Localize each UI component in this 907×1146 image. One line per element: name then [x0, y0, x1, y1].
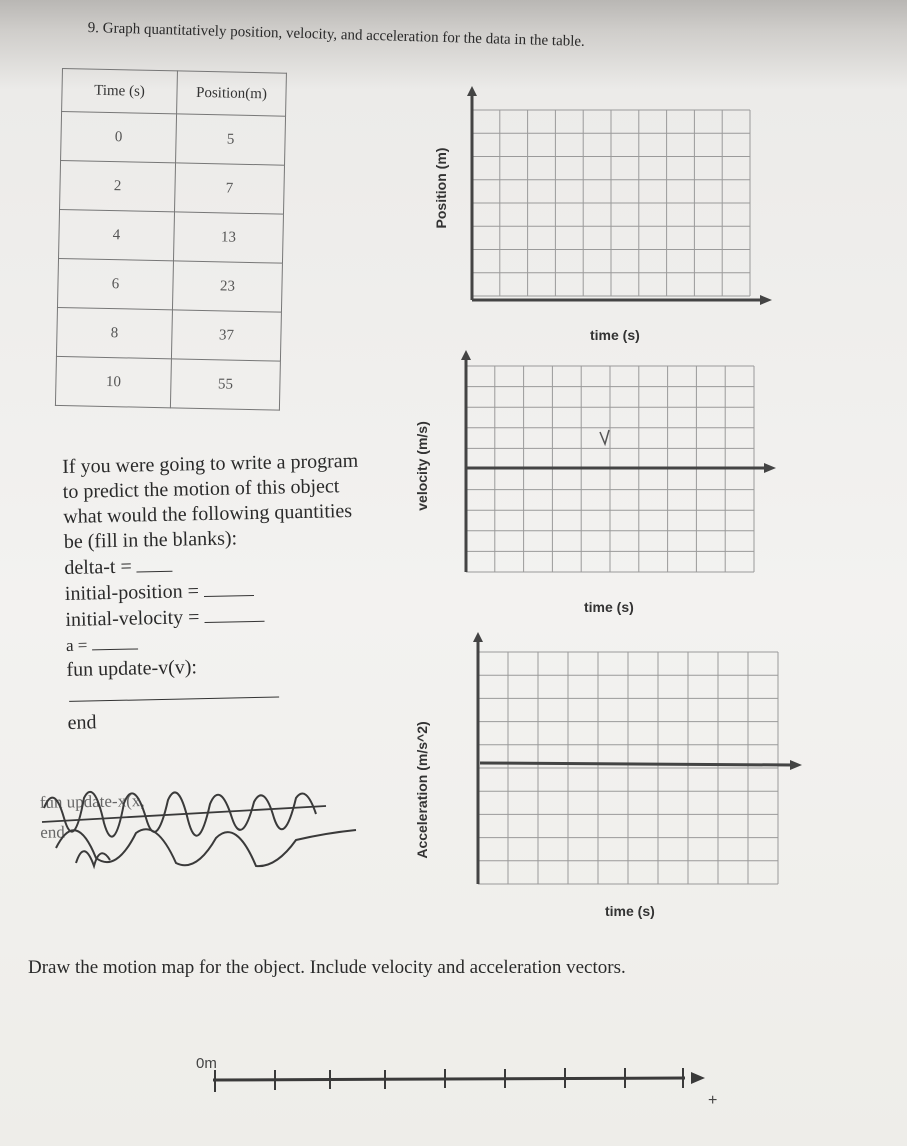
acceleration-y-arrow-icon	[473, 632, 483, 642]
initial-position-blank[interactable]	[204, 577, 254, 597]
position-x-arrow-icon	[760, 295, 772, 305]
position-cell: 23	[172, 261, 282, 312]
end-line: end	[67, 711, 97, 734]
acceleration-x-arrow-icon	[790, 760, 802, 770]
velocity-x-label: time (s)	[584, 599, 634, 615]
update-v-blank[interactable]	[69, 679, 279, 702]
table-row	[55, 356, 280, 410]
position-cell: 7	[175, 163, 285, 214]
table-row	[59, 209, 284, 263]
time-cell: 10	[55, 356, 171, 407]
acceleration-graph[interactable]	[472, 632, 807, 887]
scribble-icon	[36, 778, 366, 878]
prompt-line: If you were going to write a program	[62, 449, 359, 478]
motion-map-arrow-icon	[691, 1072, 705, 1084]
question-title: 9. Graph quantitatively position, velocity, and acceleration for the data in the table.	[87, 20, 586, 50]
acceleration-grid	[478, 652, 778, 884]
fun-update-v-line: fun update-v(v):	[66, 656, 198, 681]
position-graph[interactable]	[466, 86, 776, 306]
prompt-line: be (fill in the blanks):	[63, 527, 238, 553]
motion-map-instruction: Draw the motion map for the object. Include velocity and acceleration vectors.	[28, 957, 626, 978]
delta-t-blank[interactable]	[136, 553, 172, 573]
motion-map-axis[interactable]	[205, 1068, 718, 1109]
a-blank[interactable]	[91, 634, 137, 650]
program-prompt	[62, 449, 364, 736]
position-column-header: Position(m)	[177, 71, 287, 116]
position-cell: 13	[173, 212, 283, 263]
velocity-x-arrow-icon	[764, 463, 776, 473]
position-cell: 37	[171, 310, 281, 361]
delta-t-label: delta-t =	[64, 555, 132, 579]
table-header-row	[62, 69, 287, 117]
time-cell: 0	[61, 112, 177, 163]
acceleration-y-label: Acceleration (m/s^2)	[414, 721, 430, 859]
crossed-line: end	[40, 822, 65, 842]
initial-velocity-label: initial-velocity =	[65, 606, 200, 631]
position-y-label: Position (m)	[433, 147, 449, 229]
velocity-y-label: velocity (m/s)	[414, 421, 430, 511]
prompt-line: to predict the motion of this object	[62, 475, 340, 503]
plus-label: +	[708, 1092, 718, 1109]
pencil-mark-icon	[600, 430, 609, 444]
time-cell: 2	[60, 160, 176, 211]
prompt-line: what would the following quantities	[63, 499, 353, 528]
a-label: a =	[65, 635, 88, 655]
initial-position-label: initial-position =	[64, 580, 200, 605]
velocity-graph[interactable]	[460, 350, 780, 575]
position-grid	[472, 110, 750, 296]
time-column-header: Time (s)	[62, 69, 178, 114]
acceleration-x-axis	[480, 763, 792, 765]
position-x-label: time (s)	[590, 327, 640, 343]
position-cell: 55	[170, 359, 280, 410]
time-cell: 6	[57, 258, 173, 309]
time-cell: 8	[56, 307, 172, 358]
velocity-y-arrow-icon	[461, 350, 471, 360]
acceleration-x-label: time (s)	[605, 903, 655, 919]
position-cell: 5	[176, 114, 286, 165]
table-row	[61, 112, 286, 166]
position-y-arrow-icon	[467, 86, 477, 96]
motion-map-line	[213, 1078, 685, 1080]
table-row	[57, 258, 282, 312]
origin-label: 0m	[196, 1055, 217, 1072]
table-row	[56, 307, 281, 361]
initial-velocity-blank[interactable]	[204, 603, 264, 623]
time-cell: 4	[59, 209, 175, 260]
crossed-line: fun update-x(x,	[39, 791, 145, 812]
table-row	[60, 160, 285, 214]
data-table	[55, 68, 287, 411]
